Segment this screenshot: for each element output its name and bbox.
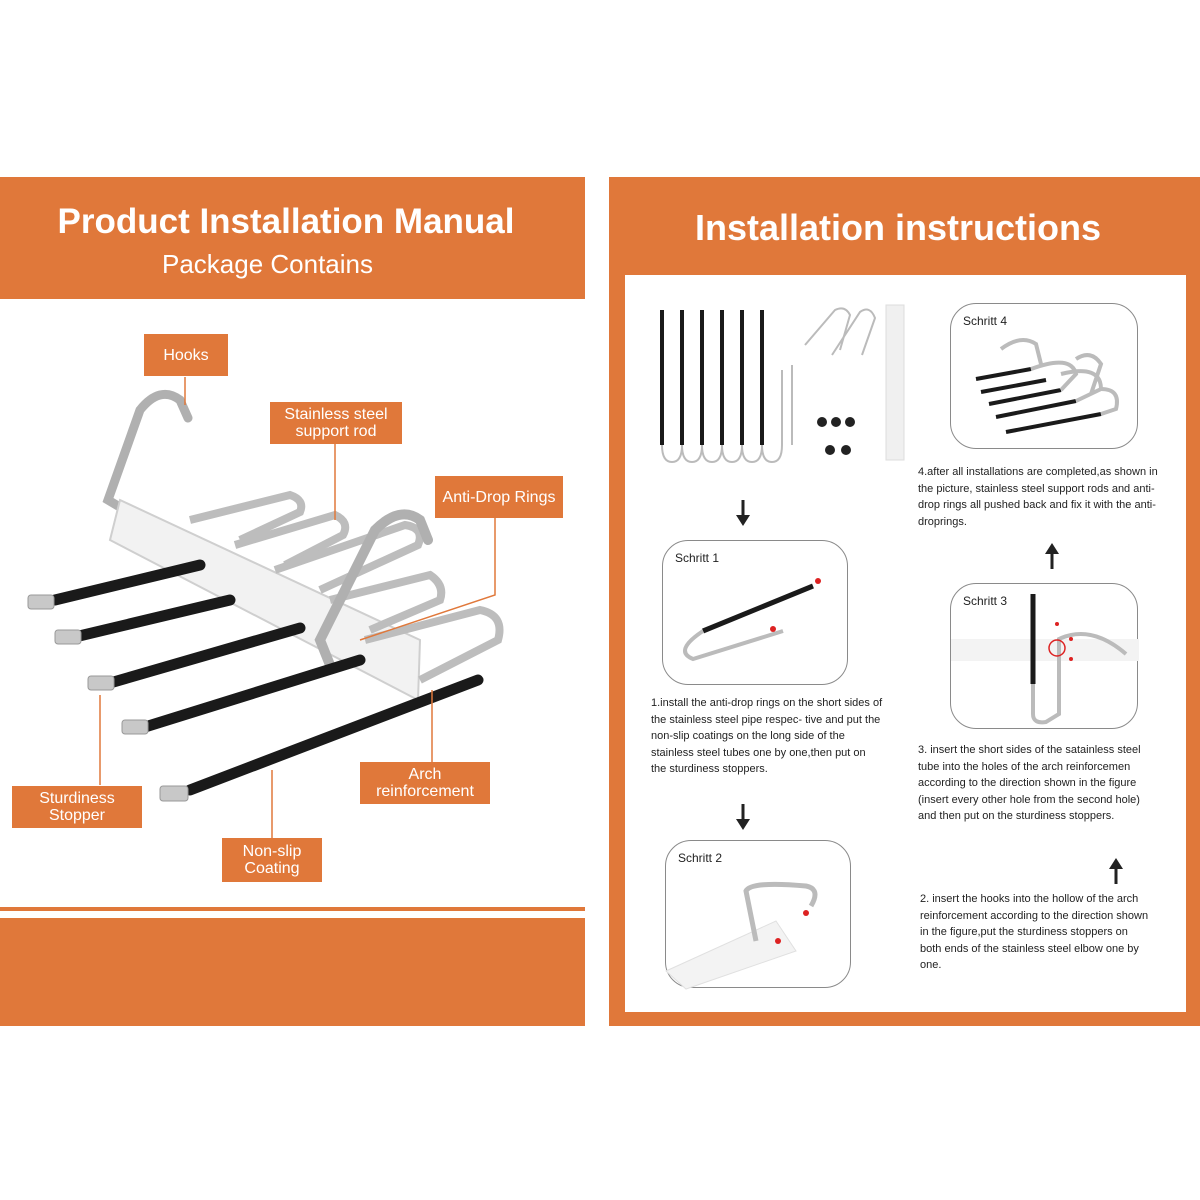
label-arch-reinforcement: Arch reinforcement (360, 762, 490, 804)
step3-text: 3. insert the short sides of the satainless steel tube into the holes of the arch reinforcemen according to the direction shown in the figure (insert every other hole from the second hole) and then put on the sturdiness stoppers. (918, 744, 1141, 822)
step3-box (950, 583, 1138, 729)
label-sturdiness-stopper: Sturdiness Stopper (12, 786, 142, 828)
step4-box (950, 303, 1138, 449)
label-anti-drop-rings: Anti-Drop Rings (435, 476, 563, 518)
arrow-up-icon (1045, 543, 1059, 569)
right-title: Installation instructions (694, 207, 1102, 248)
label-non-slip-coating: Non-slip Coating (222, 838, 322, 882)
left-title: Product Installation Manual (57, 202, 515, 241)
left-subtitle: Package Contains (161, 249, 374, 279)
step4-text: 4.after all installations are completed,as shown in the picture, stainless steel support rods and anti-drop rings all pushed back and fix it with the anti-droprings. (918, 466, 1158, 528)
step2-title: Schritt 2 (678, 851, 723, 865)
step1-text: 1.install the anti-drop rings on the short sides of the stainless steel pipe respec- tive and put the non-slip coatings on the long side of the stainless steel tubes one by one,then put on the sturdiness stoppers. (651, 697, 883, 775)
arrow-down-icon (736, 500, 750, 526)
arrow-up-icon (1109, 858, 1123, 884)
step4-title: Schritt 4 (963, 314, 1008, 328)
step3-title: Schritt 3 (963, 594, 1008, 608)
label-hooks: Hooks (144, 334, 228, 376)
step2-text: 2. insert the hooks into the hollow of the arch reinforcement according to the direction shown in the figure,put the sturdiness stoppers on both ends of the stainless steel elbow one by one. (920, 893, 1149, 971)
arrow-down-icon (736, 804, 750, 830)
step2-box (665, 840, 851, 988)
step1-title: Schritt 1 (675, 551, 720, 565)
step1-box (662, 540, 848, 685)
label-support-rod: Stainless steel support rod (270, 402, 402, 444)
